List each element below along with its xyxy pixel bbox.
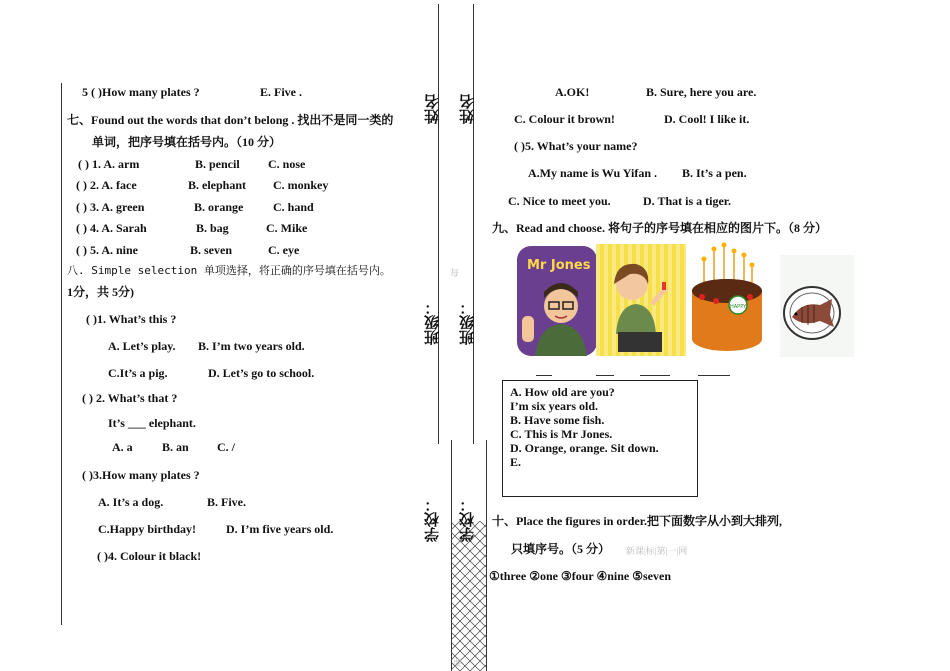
s8-q3: ( )3.How many plates ? [82,468,200,482]
list-item: ( ) 2. A. face [76,178,137,192]
s8-q5-d: D. That is a tiger. [643,194,732,208]
binding-line-1 [438,4,439,444]
s8-q3-c: C.Happy birthday! [98,522,197,536]
s8-q4: ( )4. Colour it black! [97,549,202,563]
binding-line-2 [473,4,474,444]
left-margin-line [61,83,62,625]
s8-q4-b: B. Sure, here you are. [646,85,757,99]
answer-blank-4 [698,375,730,376]
choice-line: A. How old are you? [510,385,615,399]
school-label-2: 学校： [458,497,476,542]
s8-q4-d: D. Cool! I like it. [664,112,750,126]
list-item: C. monkey [273,178,329,192]
s8-q3-b: B. Five. [207,495,246,509]
s8-q3-d: D. I’m five years old. [226,522,334,536]
list-item: B. bag [196,221,229,235]
list-item: ( ) 4. A. Sarah [76,221,147,235]
list-item: C. hand [273,200,314,214]
watermark: 新课|标|第|一|网 [626,546,688,556]
section9-title: 九、Read and choose. 将句子的序号填在相应的图片下。（8 分） [492,221,828,235]
section10-title: 十、Place the figures in order.把下面数字从小到大排列, [492,514,782,528]
s8-q2: ( ) 2. What’s that ? [82,391,178,405]
girl-picture [596,244,686,356]
mr-jones-picture [517,246,597,356]
s8-q4-a: A.OK! [555,85,590,99]
section10-subtitle: 只填序号。（5 分） [511,542,611,556]
answer-blank-2 [596,375,614,376]
binding-small-mark: 要 [453,658,463,668]
number-list: ①three ②one ③four ④nine ⑤seven [489,569,672,583]
list-item: B. orange [194,200,244,214]
list-item: B. seven [190,243,232,257]
s8-q2-line: It’s ___ elephant. [108,416,196,430]
list-item: B. pencil [195,157,240,171]
section7-subtitle: 单词，把序号填在括号内。（10 分） [92,135,282,149]
class-label-2: 班级： [458,300,476,345]
birthday-cake-picture [690,241,764,357]
list-item: B. elephant [188,178,247,192]
name-label-1: 姓名 [423,94,441,124]
list-item: ( ) 3. A. green [76,200,145,214]
s8-q5-a: A.My name is Wu Yifan . [528,166,658,180]
list-item: ( ) 1. A. arm [78,157,140,171]
sentence-choice-box [502,380,698,497]
list-item: C. nose [268,157,306,171]
q5-line: 5 ( )How many plates ? [82,85,200,99]
binding-hatch [450,521,490,671]
fish-picture [780,255,854,357]
section8-score: 1分，共 5分) [67,285,134,299]
cake-label: HAPPY [730,304,747,310]
s8-q3-a: A. It’s a dog. [98,495,164,509]
name-label-2: 姓名 [458,94,476,124]
s8-q2-c: C. / [217,440,235,454]
section8-title: 八. Simple selection 单项选择，将正确的序号填在括号内。 [67,264,391,277]
choice-line: B. Have some fish. [510,413,605,427]
choice-line: D. Orange, orange. Sit down. [510,441,659,455]
answer-blank-1 [536,375,552,376]
section7-title: 七、Found out the words that don’t belong . 找出不是同一类的 [67,113,394,127]
choice-line: C. This is Mr Jones. [510,427,613,441]
s8-q1-c: C.It’s a pig. [108,366,168,380]
s8-q1-a: A. Let’s play. [108,339,176,353]
choice-line: E. [510,455,522,469]
s8-q2-b: B. an [162,440,189,454]
s8-q2-a: A. a [112,440,133,454]
s8-q1-d: D. Let’s go to school. [208,366,315,380]
s8-q4-c: C. Colour it brown! [514,112,615,126]
s8-q5: ( )5. What’s your name? [514,139,638,153]
list-item: C. eye [268,243,300,257]
s8-q5-c: C. Nice to meet you. [508,194,611,208]
list-item: C. Mike [266,221,308,235]
q5-option-e: E. Five . [260,85,302,99]
answer-blank-3 [640,375,670,376]
s8-q1-b: B. I’m two years old. [198,339,305,353]
mr-jones-label: Mr Jones [527,258,591,273]
s8-q5-b: B. It’s a pen. [682,166,747,180]
list-item: ( ) 5. A. nine [76,243,139,257]
section8-small-mark: 每 [450,268,460,278]
s8-q1: ( )1. What’s this ? [86,312,177,326]
choice-line: I’m six years old. [510,399,598,413]
school-label-1: 学校： [423,497,441,542]
class-label-1: 班级： [423,300,441,345]
